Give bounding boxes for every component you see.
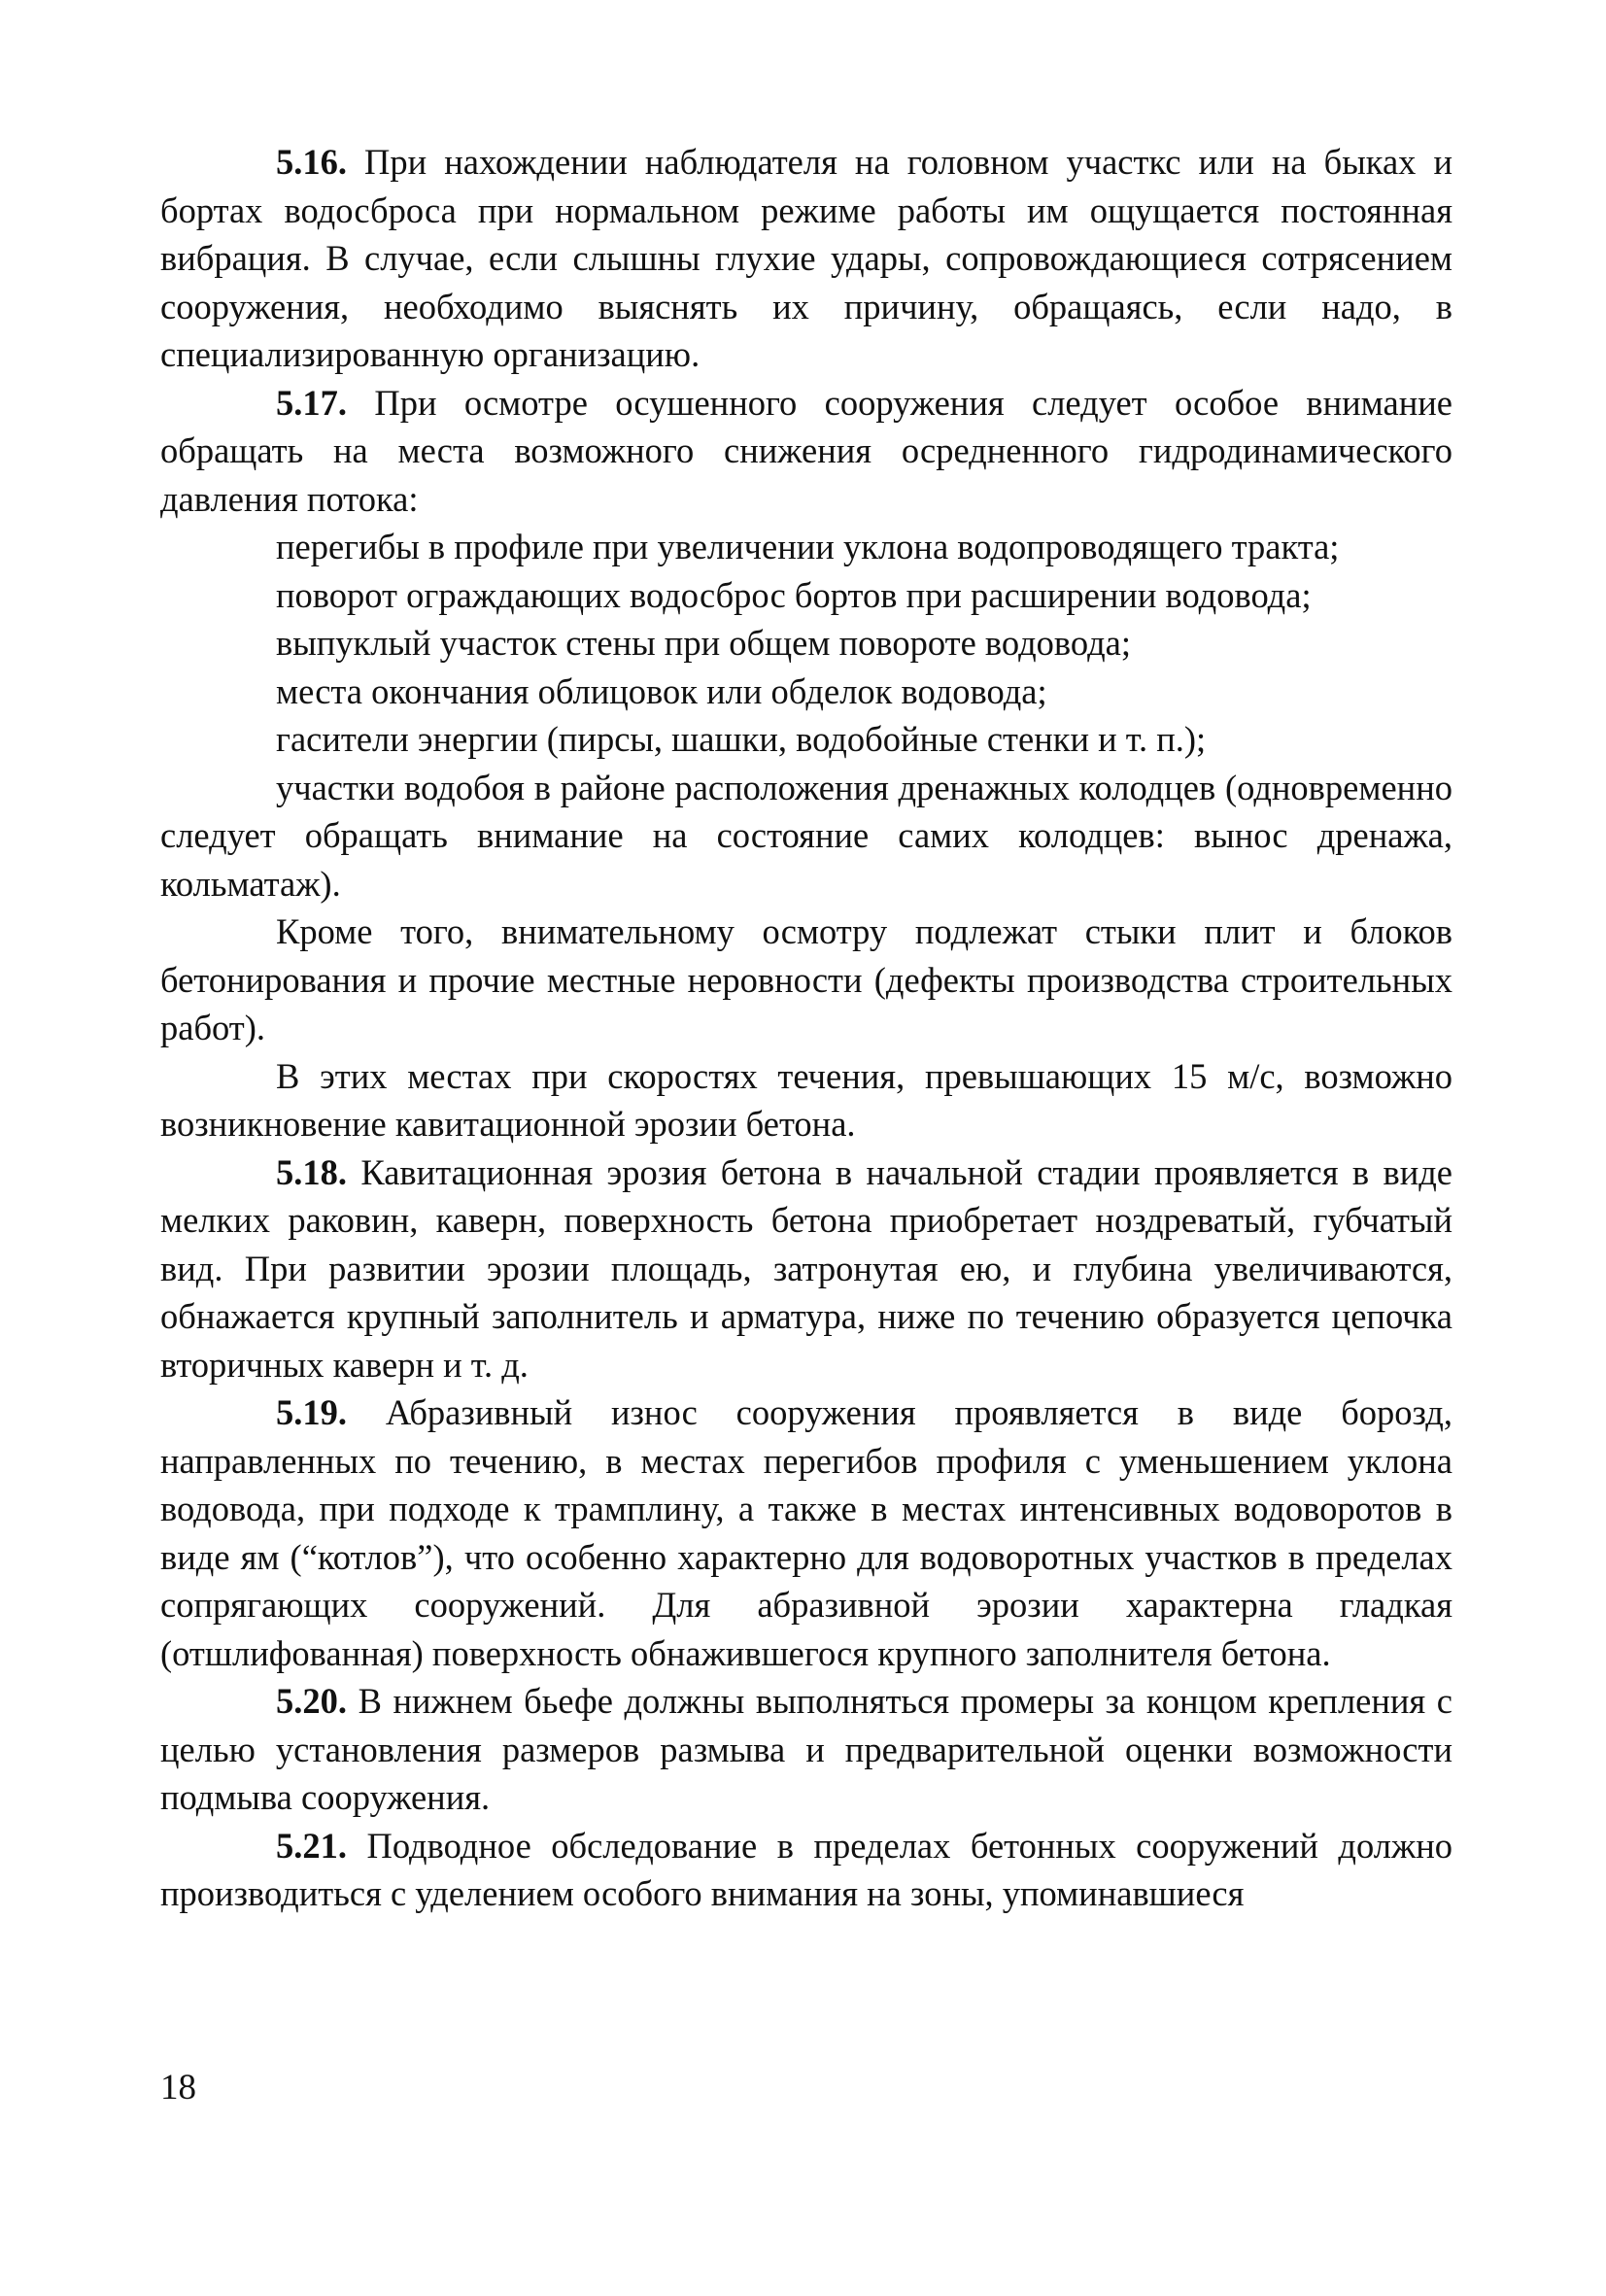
- paragraph-text: Кавитационная эрозия бетона в начальной стадии проявляется в виде мелких раковин, каверн, поверхность бетона приобретает ноздреватый, губчатый вид. При развитии эрозии площадь, затронутая ею, и глубина увеличиваются, обнажается крупный заполнитель и арматура, ниже по течению образуется цепочка вторичных каверн и т. д.: [160, 1151, 1452, 1385]
- paragraph-5-19: [160, 1388, 1452, 1677]
- list-item: перегибы в профиле при увеличении уклона водопроводящего тракта;: [276, 527, 1340, 566]
- paragraph-joints: Кроме того, внимательному осмотру подлежат стыки плит и блоков бетонирования и прочие местные неровности (дефекты производства строительных работ).: [160, 911, 1452, 1047]
- clause-number: 5.21.: [276, 1825, 347, 1866]
- list-item: места окончания облицовок или обделок водовода;: [276, 670, 1047, 711]
- paragraph-5-17: [160, 379, 1452, 524]
- paragraph-text: При нахождении наблюдателя на головном участкс или на быках и бортах водосброса при нормальном режиме работы им ощущается постоянная вибрация. В случае, если слышны глухие удары, сопровождающиеся сотрясением сооружения, необходимо выяснять их причину, обращаясь, если надо, в специализированную организацию.: [160, 142, 1452, 374]
- clause-number: 5.18.: [276, 1151, 347, 1192]
- clause-number: 5.17.: [276, 382, 347, 423]
- paragraph-5-20: [160, 1677, 1452, 1822]
- paragraph-text: При осмотре осушенного сооружения следует особое внимание обращать на места возможного снижения осредненного гидродинамического давления потока:: [160, 382, 1452, 519]
- clause-number: 5.16.: [276, 142, 347, 182]
- list-item: выпуклый участок стены при общем повороте водовода;: [276, 623, 1131, 663]
- paragraph-text: Подводное обследование в пределах бетонных сооружений должно производиться с уделением особого внимания на зоны, упоминавшиеся: [160, 1825, 1452, 1913]
- clause-number: 5.20.: [276, 1681, 347, 1721]
- paragraph-cavitation-places: В этих местах при скоростях течения, превышающих 15 м/с, возможно возникновение кавитационной эрозии бетона.: [160, 1055, 1452, 1144]
- list-item: гасители энергии (пирсы, шашки, водобойные стенки и т. п.);: [276, 719, 1207, 759]
- page-number: 18: [160, 2068, 196, 2108]
- list-item: участки водобоя в районе расположения дренажных колодцев (одновременно следует обращать внимание на состояние самих колодцев: вынос дренажа, кольматаж).: [160, 767, 1452, 904]
- clause-number: 5.19.: [276, 1392, 347, 1432]
- paragraph-text: В нижнем бьефе должны выполняться промеры за концом крепления с целью установления размеров размыва и предварительной оценки возможности подмыва сооружения.: [160, 1681, 1452, 1817]
- body-text: [160, 138, 1452, 1918]
- paragraph-text: Абразивный износ сооружения проявляется в виде борозд, направленных по течению, в местах перегибов профиля с уменьшением уклона водовода, при подходе к трамплину, а также в местах интенсивных водоворотов в виде ям (“котлов”), что особенно характерно для водоворотных участков в пределах сопрягающих сооружений. Для абразивной эрозии характерна гладкая (отшлифованная) поверхность обнажившегося крупного заполнителя бетона.: [160, 1392, 1452, 1673]
- paragraph-5-18: [160, 1148, 1452, 1389]
- list-item: поворот ограждающих водосброс бортов при расширении водовода;: [276, 574, 1312, 615]
- paragraph-5-16: [160, 138, 1452, 379]
- paragraph-5-21: [160, 1822, 1452, 1918]
